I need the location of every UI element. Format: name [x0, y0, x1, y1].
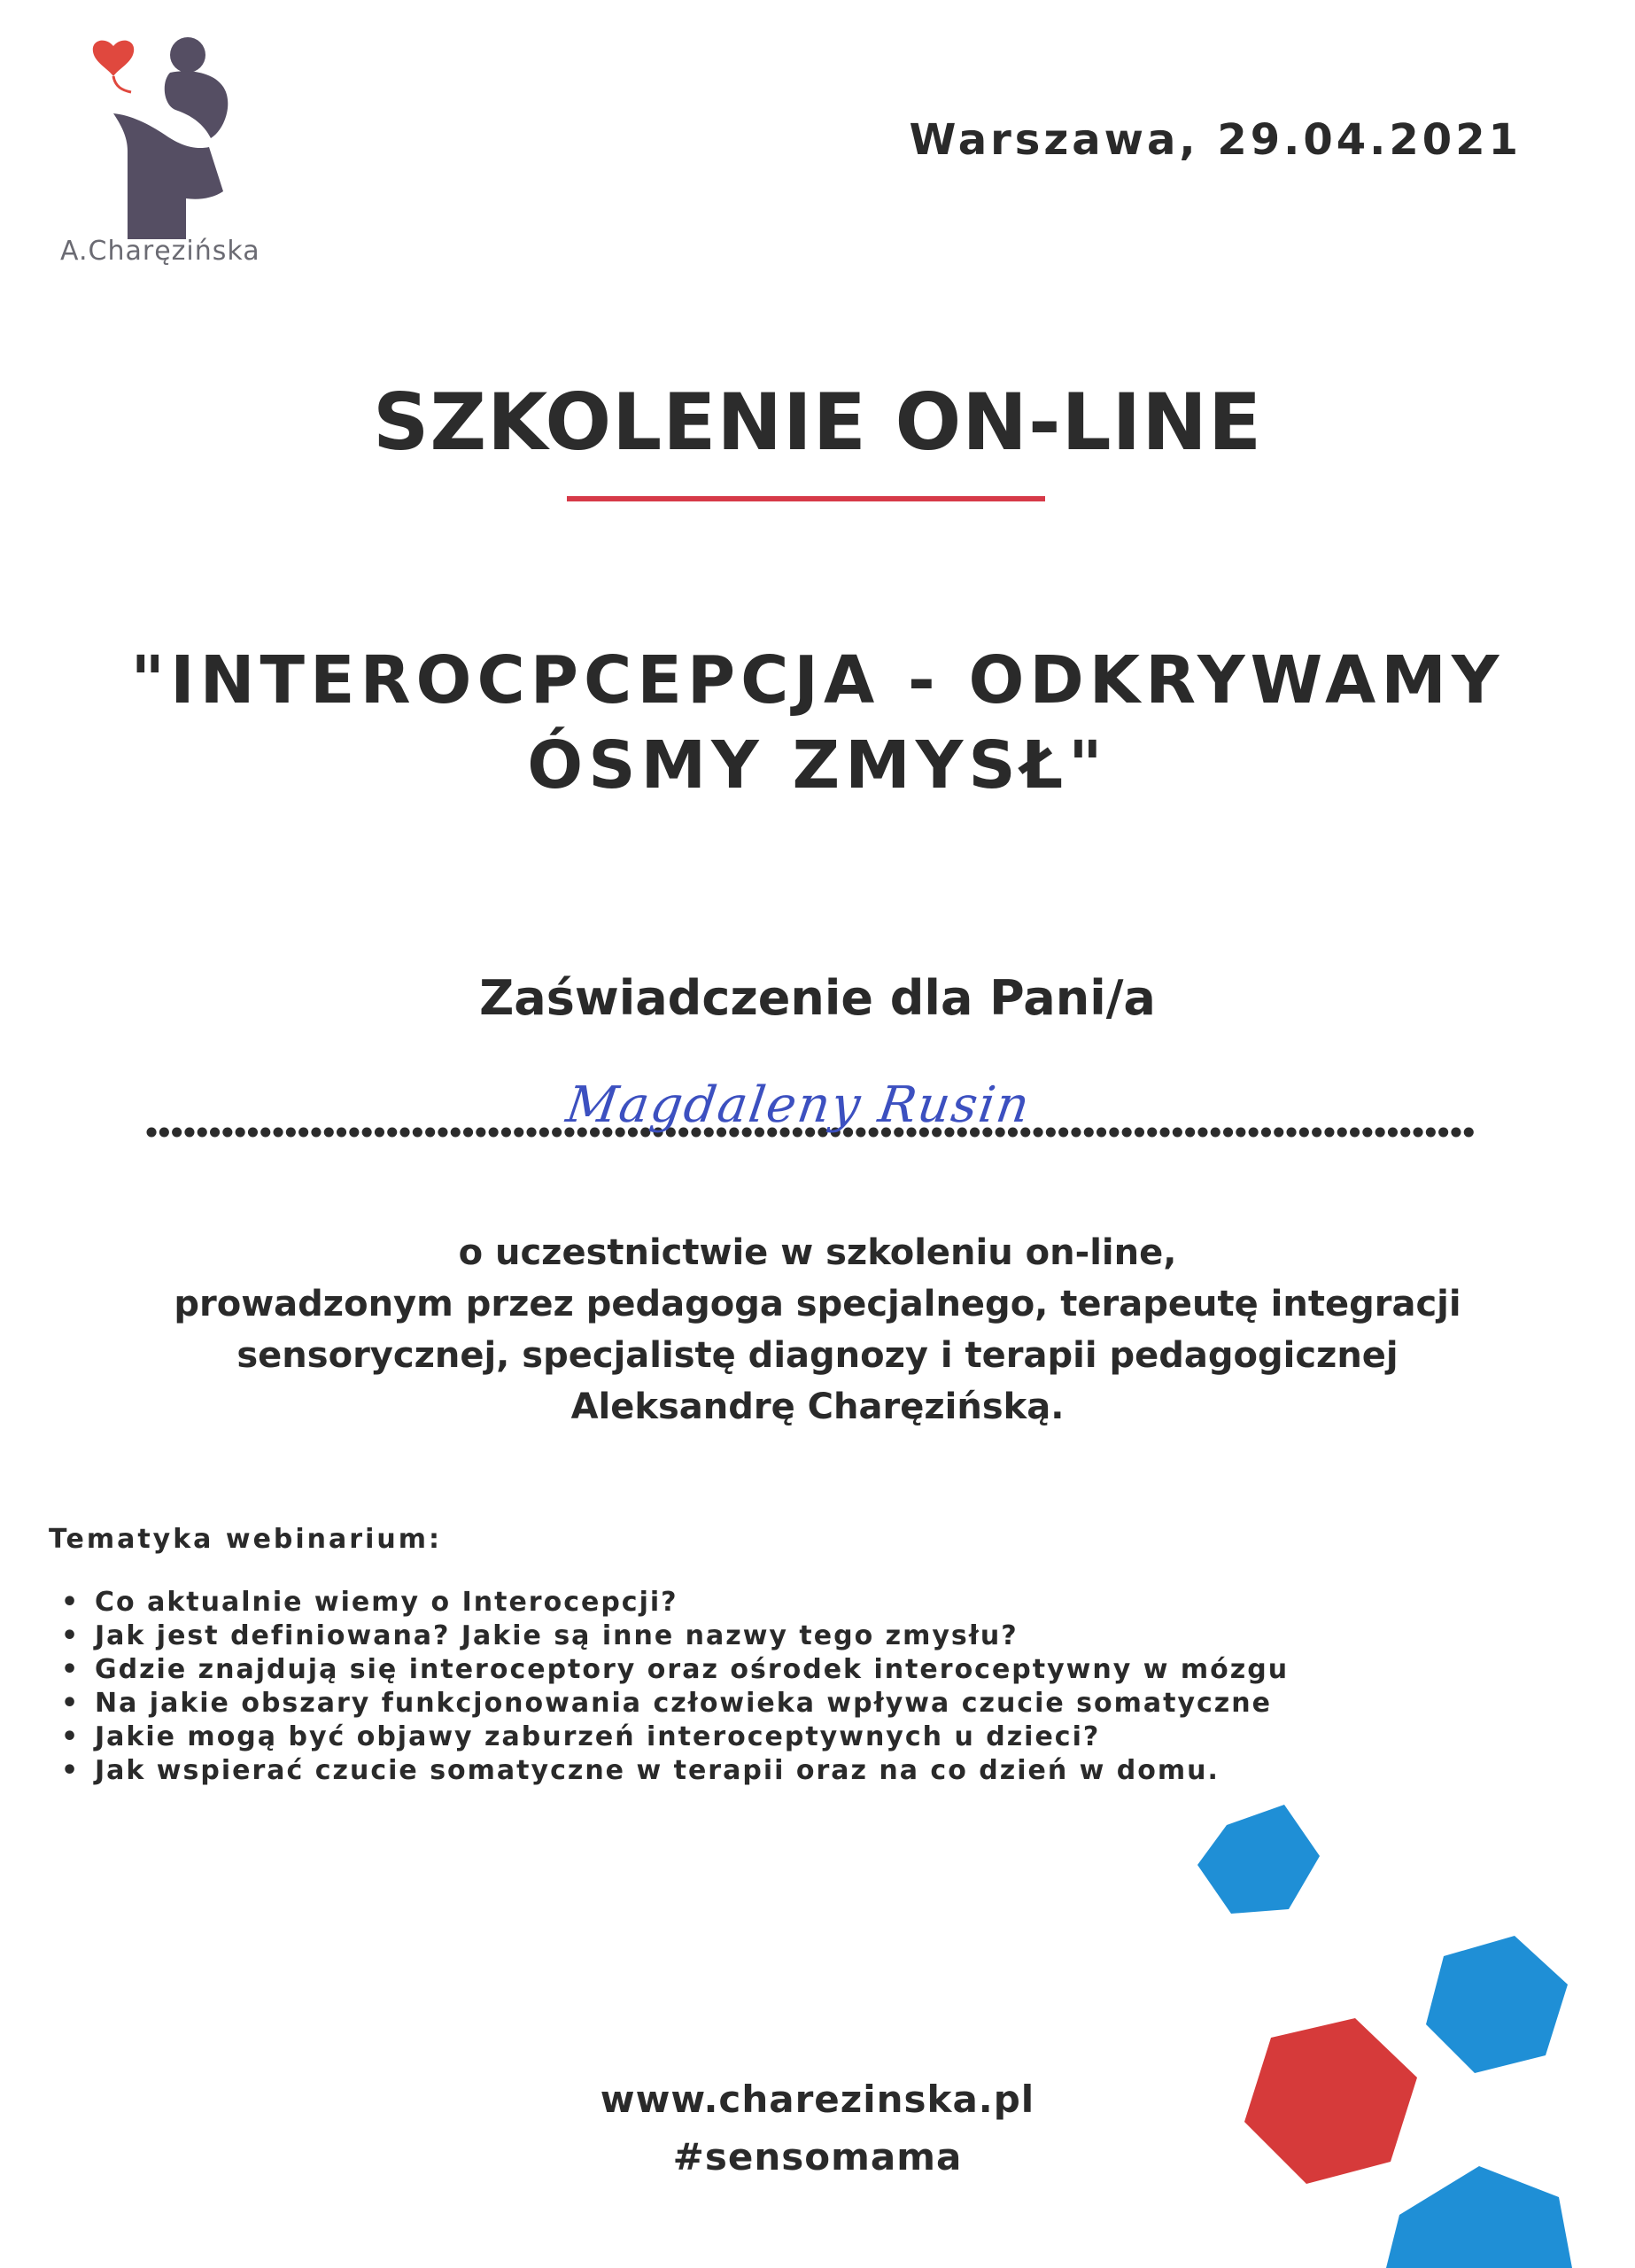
- description-line: prowadzonym przez pedagoga specjalnego, terapeutę integracji: [174, 1284, 1461, 1324]
- recipient-handwritten-name: Magdaleny Rusin: [562, 1076, 1034, 1134]
- description-line: sensorycznej, specjalistę diagnozy i terapii pedagogicznej: [236, 1335, 1399, 1376]
- heart-icon: [93, 41, 134, 76]
- list-item: • Co aktualnie wiemy o Interocepcji?: [49, 1586, 1289, 1619]
- list-item: • Jak wspierać czucie somatyczne w terapii oraz na co dzień w domu.: [49, 1754, 1289, 1788]
- hexagon-blue-bottom: [1386, 2166, 1572, 2268]
- logo-text: A.Charęzińska: [60, 236, 260, 267]
- website-link: www.charezinska.pl: [600, 2078, 1035, 2121]
- description-line: o uczestnictwie w szkoleniu on-line,: [458, 1232, 1177, 1273]
- hexagon-blue-right: [1426, 1936, 1568, 2073]
- mother-figure: [113, 113, 223, 239]
- child-body: [165, 71, 229, 138]
- title-underline: [567, 496, 1045, 501]
- heart-string: [113, 76, 131, 92]
- child-head: [170, 37, 205, 73]
- topics-heading: Tematyka webinarium:: [49, 1524, 442, 1555]
- training-name-line-2: ÓSMY ZMYSŁ": [527, 727, 1108, 804]
- certificate-for-label: Zaświadczenie dla Pani/a: [479, 970, 1156, 1026]
- list-item: • Jakie mogą być objawy zaburzeń interoceptywnych u dzieci?: [49, 1720, 1289, 1754]
- list-item: • Jak jest definiowana? Jakie są inne nazwy tego zmysłu?: [49, 1619, 1289, 1653]
- hexagon-red: [1244, 2018, 1417, 2184]
- hexagon-blue-small: [1197, 1805, 1320, 1914]
- description-line: Aleksandrę Charęzińską.: [570, 1386, 1065, 1427]
- hashtag: #sensomama: [672, 2135, 963, 2179]
- decorative-hexagons: [1178, 1772, 1635, 2268]
- document-title: SZKOLENIE ON-LINE: [372, 377, 1263, 468]
- list-item: • Gdzie znajdują się interoceptory oraz ośrodek interoceptywny w mózgu: [49, 1653, 1289, 1687]
- topics-list: [49, 1586, 1289, 1788]
- list-item: • Na jakie obszary funkcjonowania człowieka wpływa czucie somatyczne: [49, 1687, 1289, 1720]
- certificate-description: [0, 1227, 1635, 1433]
- document-date: Warszawa, 29.04.2021: [909, 115, 1522, 165]
- training-name: [0, 638, 1635, 808]
- training-name-line-1: "INTEROCPCEPCJA - ODKRYWAMY: [130, 642, 1505, 718]
